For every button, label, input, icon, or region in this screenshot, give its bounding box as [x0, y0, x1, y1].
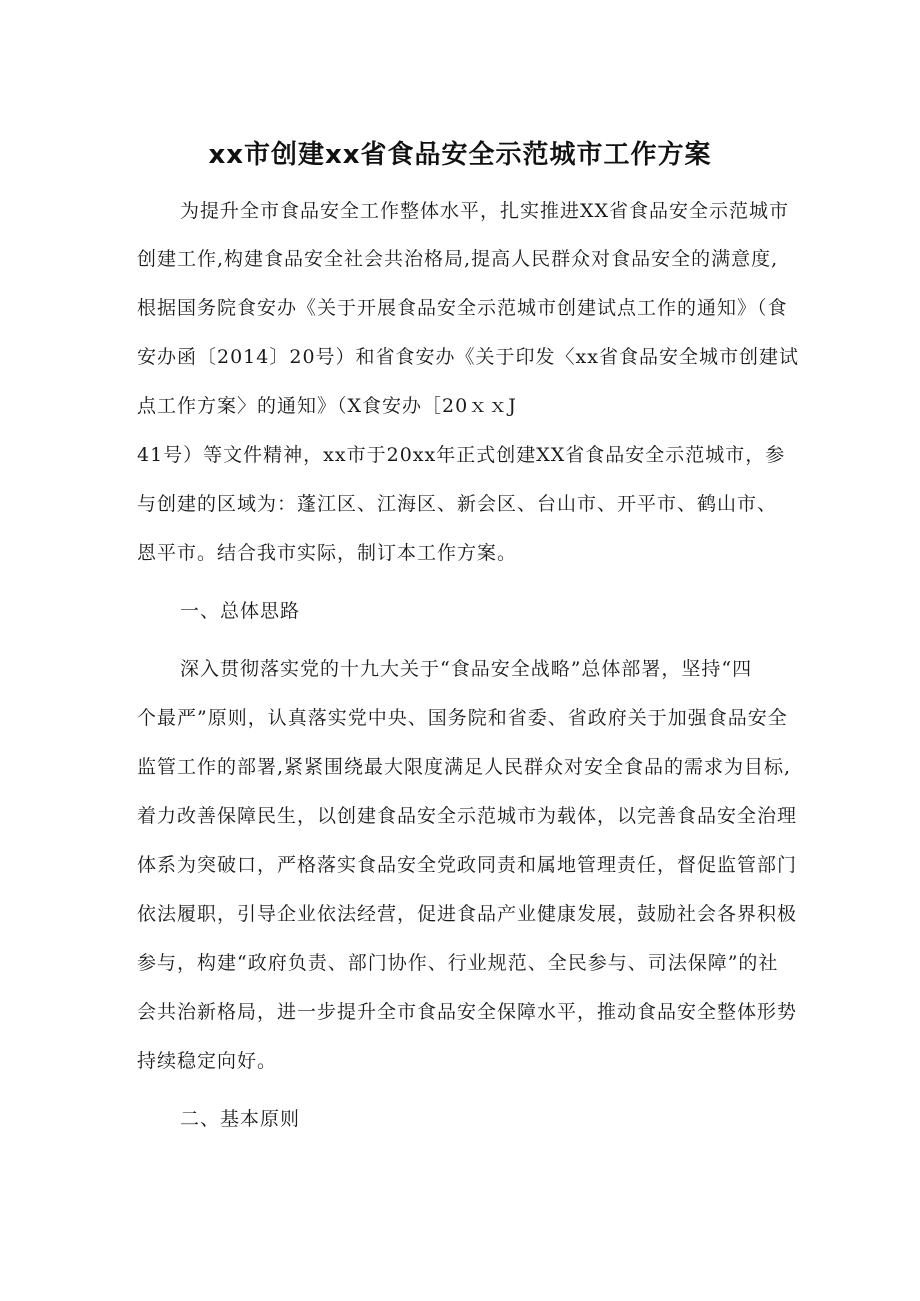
section1-line: 参与，构建“政府负责、部门协作、行业规范、全民参与、司法保障”的社 [137, 952, 779, 974]
section-heading-basic-principles: 二、基本原则 [180, 1108, 301, 1130]
intro-line: 创建工作,构建食品安全社会共治格局,提高人民群众对食品安全的满意度, [137, 248, 779, 270]
intro-line: 与创建的区域为：蓬江区、江海区、新会区、台山市、开平市、鹤山市、 [137, 493, 778, 515]
section1-line: 监管工作的部署,紧紧围绕最大限度满足人民群众对安全食品的需求为目标, [137, 756, 792, 778]
section1-line: 深入贯彻落实党的十九大关于“食品安全战略”总体部署，坚持“四 [180, 658, 753, 680]
section1-line: 体系为突破口，严格落实食品安全党政同责和属地管理责任，督促监管部门 [137, 854, 798, 876]
intro-line: 恩平市。结合我市实际，制订本工作方案。 [137, 542, 518, 564]
section-heading-overall-approach: 一、总体思路 [180, 600, 301, 622]
intro-line: 为提升全市食品安全工作整体水平，扎实推进XX省食品安全示范城市 [180, 200, 790, 222]
section1-line: 持续稳定向好。 [137, 1050, 278, 1072]
document-title: xx市创建xx省食品安全示范城市工作方案 [208, 140, 712, 170]
intro-line: 点工作方案〉的通知》（X食安办［20ｘｘJ [137, 395, 517, 417]
intro-line: 安办函〔2014〕20号）和省食安办《关于印发〈xx省食品安全城市创建试 [137, 346, 799, 368]
section1-line: 会共治新格局，进一步提升全市食品安全保障水平，推动食品安全整体形势 [137, 1001, 798, 1023]
section1-line: 个最严”原则，认真落实党中央、国务院和省委、省政府关于加强食品安全 [137, 707, 788, 729]
intro-line: 41号）等文件精神，xx市于20xx年正式创建XX省食品安全示范城市，参 [137, 444, 786, 466]
section1-line: 着力改善保障民生，以创建食品安全示范城市为载体，以完善食品安全治理 [137, 805, 798, 827]
section1-line: 依法履职，引导企业依法经营，促进食品产业健康发展，鼓励社会各界积极 [137, 903, 798, 925]
intro-line: 根据国务院食安办《关于开展食品安全示范城市创建试点工作的通知》（食 [137, 297, 788, 319]
